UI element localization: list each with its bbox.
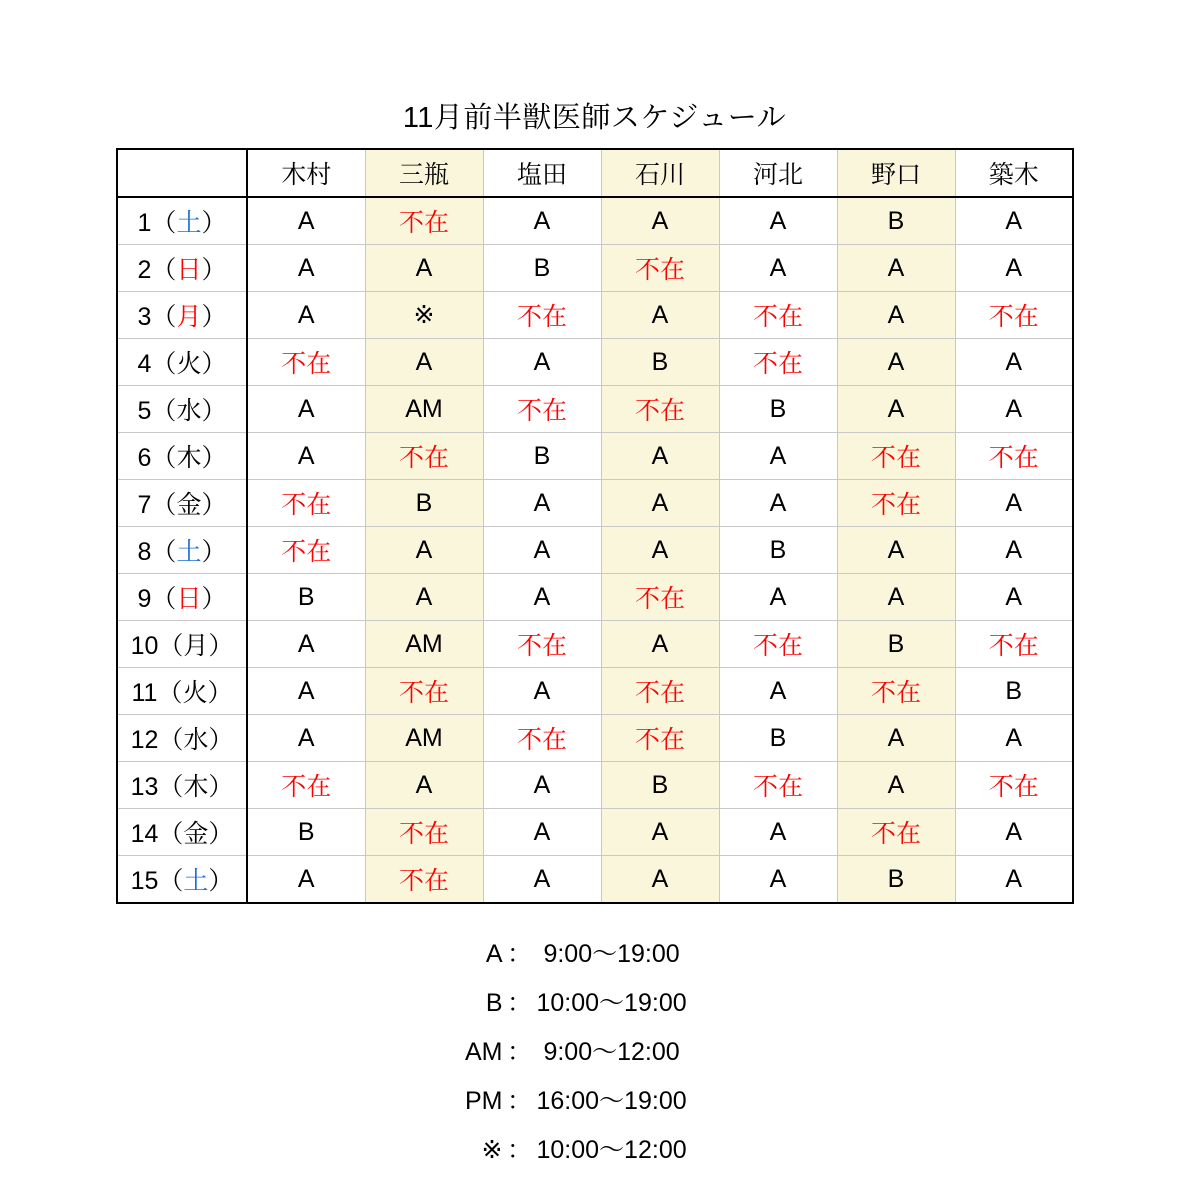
date-weekday: 火	[182, 679, 208, 707]
table-row	[117, 480, 1073, 527]
schedule-cell: B	[601, 339, 719, 386]
schedule-cell: A	[483, 527, 601, 574]
schedule-cell: 不在	[955, 621, 1073, 668]
schedule-cell: B	[719, 715, 837, 762]
schedule-cell: B	[483, 433, 601, 480]
legend-value: 10:00〜12:00	[536, 1136, 687, 1164]
schedule-cell: 不在	[719, 762, 837, 809]
schedule-cell: 不在	[719, 621, 837, 668]
schedule-cell: A	[955, 480, 1073, 527]
schedule-cell: A	[955, 197, 1073, 245]
schedule-cell: A	[247, 433, 365, 480]
schedule-cell: A	[837, 527, 955, 574]
schedule-cell: A	[955, 715, 1073, 762]
schedule-cell: 不在	[247, 527, 365, 574]
table-row	[117, 715, 1073, 762]
schedule-cell: 不在	[837, 809, 955, 856]
schedule-cell: 不在	[247, 480, 365, 527]
legend-item	[0, 1077, 1189, 1126]
schedule-cell: A	[719, 809, 837, 856]
schedule-cell: 不在	[483, 292, 601, 339]
row-date-cell: 5（水）	[117, 386, 247, 433]
legend-separator: ：	[506, 940, 532, 968]
schedule-cell: 不在	[955, 292, 1073, 339]
date-weekday: 木	[183, 773, 209, 801]
schedule-cell: B	[719, 386, 837, 433]
schedule-cell: A	[837, 386, 955, 433]
schedule-cell: 不在	[365, 856, 483, 904]
schedule-cell: B	[247, 809, 365, 856]
legend-item	[0, 930, 1189, 979]
table-row	[117, 339, 1073, 386]
legend-item	[0, 1028, 1189, 1077]
schedule-cell: A	[483, 574, 601, 621]
schedule-cell: B	[365, 480, 483, 527]
schedule-cell: A	[719, 574, 837, 621]
header-corner	[117, 149, 247, 197]
schedule-cell: A	[365, 762, 483, 809]
schedule-cell: A	[955, 809, 1073, 856]
date-weekday: 木	[176, 444, 202, 472]
table-row	[117, 574, 1073, 621]
table-body	[117, 197, 1073, 903]
schedule-cell: A	[601, 527, 719, 574]
schedule-cell: A	[601, 197, 719, 245]
header-doctor-0: 木村	[247, 149, 365, 197]
header-doctor-5: 野口	[837, 149, 955, 197]
schedule-cell: A	[483, 856, 601, 904]
schedule-cell: A	[837, 715, 955, 762]
table-row	[117, 809, 1073, 856]
date-weekday: 日	[176, 256, 202, 284]
schedule-cell: 不在	[955, 433, 1073, 480]
row-date-cell: 11（火）	[117, 668, 247, 715]
schedule-cell: A	[601, 292, 719, 339]
date-number: 3	[137, 303, 152, 331]
schedule-cell: 不在	[483, 621, 601, 668]
legend-value: 9:00〜19:00	[536, 940, 680, 968]
table-row	[117, 245, 1073, 292]
schedule-cell: A	[955, 527, 1073, 574]
schedule-cell: 不在	[601, 574, 719, 621]
date-number: 11	[131, 679, 158, 707]
schedule-cell: A	[601, 856, 719, 904]
schedule-cell: A	[247, 668, 365, 715]
schedule-cell: B	[601, 762, 719, 809]
table-row	[117, 762, 1073, 809]
schedule-cell: 不在	[365, 809, 483, 856]
schedule-cell: A	[601, 809, 719, 856]
date-number: 10	[130, 632, 159, 660]
schedule-cell: B	[719, 527, 837, 574]
legend-value: 9:00〜12:00	[536, 1038, 680, 1066]
schedule-cell: A	[247, 715, 365, 762]
legend-label: AM	[465, 1038, 503, 1066]
date-number: 2	[137, 256, 152, 284]
schedule-cell: 不在	[601, 245, 719, 292]
legend-label: B	[485, 989, 503, 1017]
schedule-cell: 不在	[483, 386, 601, 433]
row-date-cell: 15（土）	[117, 856, 247, 904]
schedule-cell: ※	[365, 292, 483, 339]
row-date-cell: 13（木）	[117, 762, 247, 809]
header-doctor-4: 河北	[719, 149, 837, 197]
table-row	[117, 621, 1073, 668]
schedule-cell: B	[837, 197, 955, 245]
table-head	[117, 149, 1073, 197]
date-number: 8	[137, 538, 152, 566]
schedule-cell: B	[955, 668, 1073, 715]
schedule-cell: AM	[365, 621, 483, 668]
legend	[0, 930, 1189, 1175]
schedule-table	[116, 148, 1074, 904]
schedule-cell: A	[955, 856, 1073, 904]
schedule-cell: B	[837, 856, 955, 904]
row-date-cell: 4（火）	[117, 339, 247, 386]
row-date-cell: 8（土）	[117, 527, 247, 574]
date-weekday: 金	[183, 820, 209, 848]
table-row	[117, 197, 1073, 245]
schedule-cell: A	[955, 245, 1073, 292]
table-row	[117, 527, 1073, 574]
schedule-cell: A	[483, 809, 601, 856]
date-number: 6	[137, 444, 152, 472]
schedule-cell: A	[365, 574, 483, 621]
schedule-cell: A	[247, 292, 365, 339]
schedule-cell: A	[247, 197, 365, 245]
table-header-row	[117, 149, 1073, 197]
schedule-cell: A	[837, 292, 955, 339]
schedule-cell: 不在	[483, 715, 601, 762]
schedule-cell: A	[247, 856, 365, 904]
header-doctor-2: 塩田	[483, 149, 601, 197]
schedule-cell: 不在	[247, 762, 365, 809]
date-number: 1	[137, 209, 152, 237]
row-date-cell: 10（月）	[117, 621, 247, 668]
table-row	[117, 856, 1073, 904]
schedule-cell: A	[955, 386, 1073, 433]
schedule-cell: A	[601, 480, 719, 527]
schedule-cell: A	[837, 339, 955, 386]
date-weekday: 月	[183, 632, 209, 660]
schedule-cell: 不在	[719, 339, 837, 386]
schedule-cell: B	[483, 245, 601, 292]
date-weekday: 金	[176, 491, 202, 519]
schedule-cell: A	[719, 668, 837, 715]
schedule-cell: A	[601, 621, 719, 668]
schedule-cell: A	[483, 339, 601, 386]
header-doctor-1: 三瓶	[365, 149, 483, 197]
schedule-cell: 不在	[365, 197, 483, 245]
schedule-cell: 不在	[601, 668, 719, 715]
schedule-cell: 不在	[601, 386, 719, 433]
schedule-cell: A	[365, 245, 483, 292]
schedule-cell: A	[837, 762, 955, 809]
schedule-cell: 不在	[601, 715, 719, 762]
schedule-cell: 不在	[955, 762, 1073, 809]
legend-separator: ：	[506, 1136, 532, 1164]
legend-value: 10:00〜19:00	[536, 989, 687, 1017]
schedule-cell: 不在	[719, 292, 837, 339]
header-doctor-3: 石川	[601, 149, 719, 197]
date-number: 9	[137, 585, 152, 613]
schedule-cell: A	[483, 480, 601, 527]
schedule-cell: AM	[365, 715, 483, 762]
schedule-cell: A	[483, 668, 601, 715]
schedule-cell: A	[365, 527, 483, 574]
legend-separator: ：	[506, 1038, 532, 1066]
table-row	[117, 386, 1073, 433]
schedule-cell: B	[247, 574, 365, 621]
schedule-cell: A	[719, 480, 837, 527]
row-date-cell: 9（日）	[117, 574, 247, 621]
date-weekday: 火	[176, 350, 202, 378]
table-row	[117, 433, 1073, 480]
date-weekday: 土	[176, 538, 202, 566]
row-date-cell: 6（木）	[117, 433, 247, 480]
schedule-cell: A	[837, 245, 955, 292]
schedule-cell: B	[837, 621, 955, 668]
schedule-cell: 不在	[365, 668, 483, 715]
row-date-cell: 3（月）	[117, 292, 247, 339]
schedule-cell: A	[719, 197, 837, 245]
date-weekday: 土	[183, 867, 209, 895]
row-date-cell: 14（金）	[117, 809, 247, 856]
schedule-cell: 不在	[837, 668, 955, 715]
schedule-cell: A	[247, 245, 365, 292]
table-row	[117, 292, 1073, 339]
schedule-cell: A	[483, 762, 601, 809]
table-row	[117, 668, 1073, 715]
date-number: 4	[137, 350, 152, 378]
date-weekday: 日	[176, 585, 202, 613]
schedule-cell: 不在	[837, 433, 955, 480]
schedule-cell: A	[483, 197, 601, 245]
legend-value: 16:00〜19:00	[536, 1087, 687, 1115]
row-date-cell: 7（金）	[117, 480, 247, 527]
row-date-cell: 2（日）	[117, 245, 247, 292]
schedule-cell: A	[247, 621, 365, 668]
date-number: 5	[137, 397, 152, 425]
page-title: 11月前半獣医師スケジュール	[402, 102, 787, 134]
schedule-cell: AM	[365, 386, 483, 433]
legend-item	[0, 1126, 1189, 1175]
date-number: 13	[130, 773, 159, 801]
schedule-cell: 不在	[247, 339, 365, 386]
schedule-table-container	[116, 148, 1073, 904]
schedule-cell: A	[601, 433, 719, 480]
date-weekday: 月	[176, 303, 202, 331]
date-weekday: 水	[176, 397, 202, 425]
legend-label: A	[485, 940, 503, 968]
date-number: 7	[137, 491, 152, 519]
row-date-cell: 1（土）	[117, 197, 247, 245]
schedule-cell: A	[247, 386, 365, 433]
schedule-cell: A	[365, 339, 483, 386]
date-number: 15	[130, 867, 159, 895]
schedule-cell: 不在	[365, 433, 483, 480]
date-number: 12	[130, 726, 159, 754]
schedule-cell: 不在	[837, 480, 955, 527]
header-doctor-6: 築木	[955, 149, 1073, 197]
schedule-cell: A	[837, 574, 955, 621]
schedule-cell: A	[955, 339, 1073, 386]
date-number: 14	[130, 820, 159, 848]
schedule-cell: A	[719, 245, 837, 292]
legend-separator: ：	[506, 1087, 532, 1115]
legend-label: ※	[481, 1136, 503, 1164]
date-weekday: 土	[176, 209, 202, 237]
schedule-cell: A	[719, 433, 837, 480]
legend-item	[0, 979, 1189, 1028]
legend-label: PM	[465, 1087, 503, 1115]
schedule-cell: A	[955, 574, 1073, 621]
schedule-cell: A	[719, 856, 837, 904]
row-date-cell: 12（水）	[117, 715, 247, 762]
date-weekday: 水	[183, 726, 209, 754]
legend-separator: ：	[506, 989, 532, 1017]
